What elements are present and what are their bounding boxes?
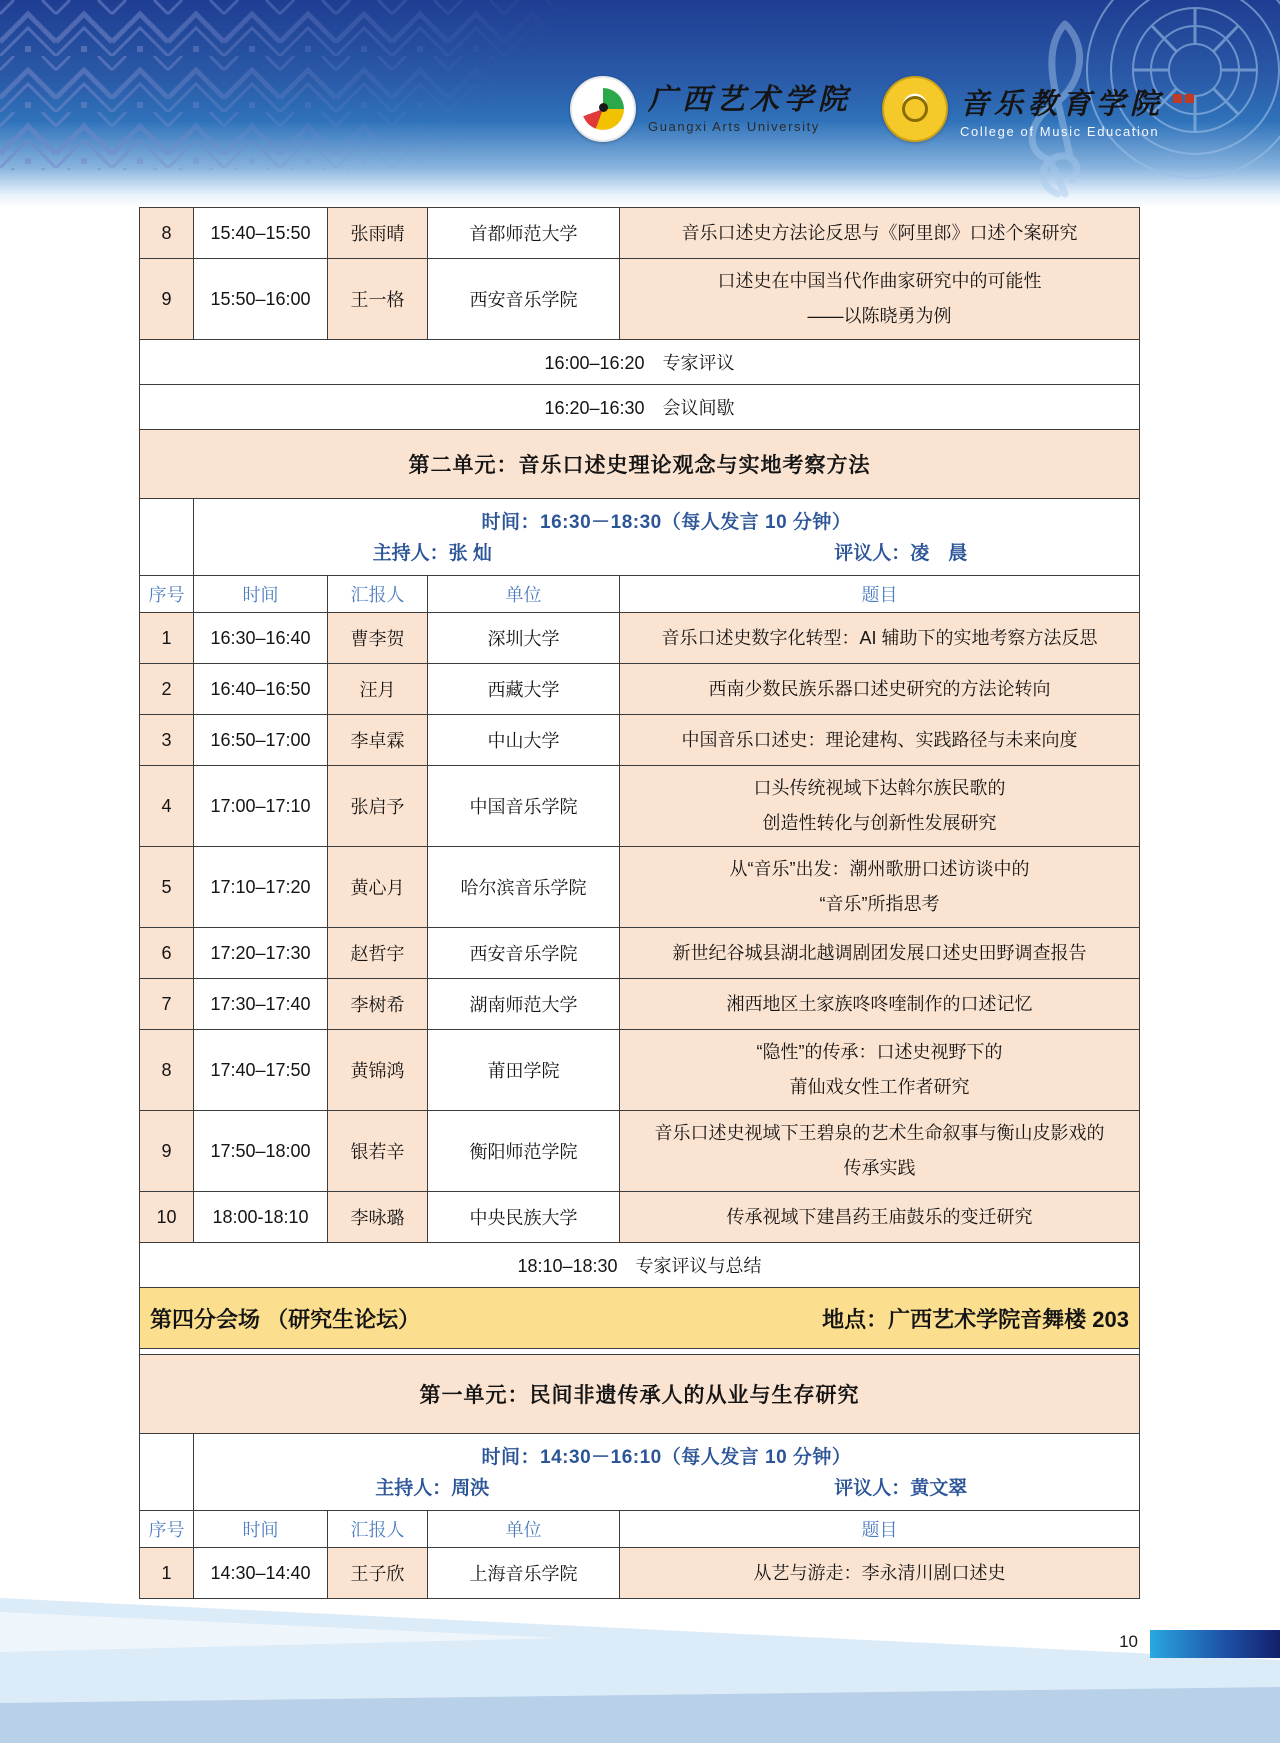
cell-no: 2 bbox=[140, 664, 194, 715]
cell-no: 8 bbox=[140, 1030, 194, 1111]
cell-title bbox=[620, 1192, 1140, 1243]
title-line: 音乐口述史数字化转型：AI 辅助下的实地考察方法反思 bbox=[661, 627, 1098, 648]
session-discussant: 评议人：黄文翠 bbox=[834, 1477, 968, 1499]
column-header-4: 题目 bbox=[620, 1511, 1140, 1548]
cell-expert-review-row: 16:00–16:20 专家评议 bbox=[140, 340, 1140, 385]
cell-affiliation: 西安音乐学院 bbox=[428, 928, 620, 979]
info-empty-cell bbox=[140, 499, 194, 576]
cell-no: 1 bbox=[140, 613, 194, 664]
schedule-area bbox=[139, 207, 1140, 1599]
cme-name-en: College of Music Education bbox=[960, 123, 1160, 139]
cell-time: 17:50–18:00 bbox=[194, 1111, 328, 1192]
title-line: 传承实践 bbox=[843, 1158, 916, 1178]
cell-title bbox=[620, 928, 1140, 979]
cell-no: 10 bbox=[140, 1192, 194, 1243]
column-header-row bbox=[140, 576, 1140, 613]
column-header-2: 汇报人 bbox=[328, 576, 428, 613]
cell-affiliation: 莆田学院 bbox=[428, 1030, 620, 1111]
cme-name-cn: 音乐教育学院 bbox=[960, 79, 1194, 120]
title-line: 湘西地区土家族咚咚喹制作的口述记忆 bbox=[726, 993, 1033, 1014]
expert-review-row bbox=[140, 340, 1140, 385]
cell-no: 7 bbox=[140, 979, 194, 1030]
column-header-1: 时间 bbox=[194, 1511, 328, 1548]
cell-affiliation: 西藏大学 bbox=[428, 664, 620, 715]
session-time: 时间：16:30－18:30（每人发言 10 分钟） bbox=[481, 511, 852, 533]
cell-title bbox=[620, 208, 1140, 259]
cell-title bbox=[620, 766, 1140, 847]
unit-title: 第二单元：音乐口述史理论观念与实地考察方法 bbox=[140, 430, 1140, 499]
cell-affiliation: 深圳大学 bbox=[428, 613, 620, 664]
cell-no: 5 bbox=[140, 847, 194, 928]
unit-header bbox=[140, 1355, 1140, 1434]
table-row bbox=[140, 928, 1140, 979]
cme-logo-group bbox=[882, 76, 1194, 142]
cell-title bbox=[620, 979, 1140, 1030]
cell-affiliation: 湖南师范大学 bbox=[428, 979, 620, 1030]
title-line: 从艺与游走：李永清川剧口述史 bbox=[753, 1562, 1006, 1583]
gxau-name-en: Guangxi Arts University bbox=[648, 118, 820, 134]
column-header-0: 序号 bbox=[140, 576, 194, 613]
cell-speaker: 王子欣 bbox=[328, 1548, 428, 1599]
table-row bbox=[140, 1548, 1140, 1599]
cell-no: 1 bbox=[140, 1548, 194, 1599]
cell-time: 17:30–17:40 bbox=[194, 979, 328, 1030]
table-row bbox=[140, 766, 1140, 847]
cell-time: 17:20–17:30 bbox=[194, 928, 328, 979]
title-line: 新世纪谷城县湖北越调剧团发展口述史田野调查报告 bbox=[672, 942, 1087, 963]
cell-no: 9 bbox=[140, 259, 194, 340]
table-row bbox=[140, 1111, 1140, 1192]
cell-no: 9 bbox=[140, 1111, 194, 1192]
cell-title bbox=[620, 259, 1140, 340]
title-line: 西南少数民族乐器口述史研究的方法论转向 bbox=[708, 678, 1051, 699]
title-line: “隐性”的传承：口述史视野下的 bbox=[756, 1042, 1003, 1062]
page-banner bbox=[0, 0, 1280, 208]
session-host: 主持人：周泱 bbox=[375, 1477, 490, 1499]
table-row bbox=[140, 847, 1140, 928]
red-seal-icon bbox=[1170, 79, 1194, 109]
guangxi-arts-university-logo-icon bbox=[570, 76, 636, 142]
gxau-name-cn: 广西艺术学院 bbox=[648, 83, 853, 116]
cell-time: 15:50–16:00 bbox=[194, 259, 328, 340]
cell-time: 17:00–17:10 bbox=[194, 766, 328, 847]
break-row bbox=[140, 385, 1140, 430]
cell-title bbox=[620, 1548, 1140, 1599]
cell-speaker: 赵哲宇 bbox=[328, 928, 428, 979]
cell-no: 3 bbox=[140, 715, 194, 766]
column-header-1: 时间 bbox=[194, 576, 328, 613]
cell-affiliation: 西安音乐学院 bbox=[428, 259, 620, 340]
cell-affiliation: 中山大学 bbox=[428, 715, 620, 766]
title-line: ——以陈晓勇为例 bbox=[807, 306, 952, 326]
cell-speaker: 张雨晴 bbox=[328, 208, 428, 259]
cell-speaker: 李咏璐 bbox=[328, 1192, 428, 1243]
cell-affiliation: 中央民族大学 bbox=[428, 1192, 620, 1243]
title-line: 传承视域下建昌药王庙鼓乐的变迁研究 bbox=[726, 1206, 1033, 1227]
unit-title: 第一单元：民间非遗传承人的从业与生存研究 bbox=[140, 1355, 1140, 1434]
table-row bbox=[140, 979, 1140, 1030]
cell-speaker: 王一格 bbox=[328, 259, 428, 340]
title-line: 莆仙戏女性工作者研究 bbox=[789, 1077, 970, 1097]
cell-speaker: 黄锦鸿 bbox=[328, 1030, 428, 1111]
cell-speaker: 张启予 bbox=[328, 766, 428, 847]
session-discussant: 评议人：凌 晨 bbox=[834, 542, 968, 564]
cell-break-row: 16:20–16:30 会议间歇 bbox=[140, 385, 1140, 430]
column-header-3: 单位 bbox=[428, 576, 620, 613]
college-of-music-education-logo-icon bbox=[882, 76, 948, 142]
table-row bbox=[140, 715, 1140, 766]
page-number-bar bbox=[1150, 1630, 1280, 1658]
info-empty-cell bbox=[140, 1434, 194, 1511]
session-info bbox=[140, 499, 1140, 576]
cell-title bbox=[620, 664, 1140, 715]
cell-time: 17:40–17:50 bbox=[194, 1030, 328, 1111]
cell-speaker: 李卓霖 bbox=[328, 715, 428, 766]
session-host: 主持人：张 灿 bbox=[372, 542, 492, 564]
title-line: 音乐口述史视域下王碧泉的艺术生命叙事与衡山皮影戏的 bbox=[654, 1123, 1105, 1143]
column-header-row bbox=[140, 1511, 1140, 1548]
info-cell bbox=[194, 499, 1140, 576]
cell-time: 16:50–17:00 bbox=[194, 715, 328, 766]
cell-affiliation: 首都师范大学 bbox=[428, 208, 620, 259]
header-logos bbox=[570, 76, 1194, 142]
title-line: 从“音乐”出发：潮州歌册口述访谈中的 bbox=[729, 859, 1030, 879]
info-cell bbox=[194, 1434, 1140, 1511]
cell-affiliation: 上海音乐学院 bbox=[428, 1548, 620, 1599]
unit-header bbox=[140, 430, 1140, 499]
column-header-0: 序号 bbox=[140, 1511, 194, 1548]
title-line: 创造性转化与创新性发展研究 bbox=[762, 813, 997, 833]
cell-time: 18:00-18:10 bbox=[194, 1192, 328, 1243]
table-row bbox=[140, 664, 1140, 715]
session-cell bbox=[140, 1288, 1140, 1349]
table-row bbox=[140, 1192, 1140, 1243]
zigzag-brocade-pattern bbox=[0, 0, 640, 170]
cell-speaker: 银若辛 bbox=[328, 1111, 428, 1192]
cell-time: 14:30–14:40 bbox=[194, 1548, 328, 1599]
cell-title bbox=[620, 1111, 1140, 1192]
cell-speaker: 李树希 bbox=[328, 979, 428, 1030]
session-location: 地点：广西艺术学院音舞楼 203 bbox=[822, 1306, 1129, 1332]
cell-affiliation: 哈尔滨音乐学院 bbox=[428, 847, 620, 928]
cell-affiliation: 中国音乐学院 bbox=[428, 766, 620, 847]
cell-title bbox=[620, 613, 1140, 664]
table-row bbox=[140, 259, 1140, 340]
column-header-4: 题目 bbox=[620, 576, 1140, 613]
cell-speaker: 汪月 bbox=[328, 664, 428, 715]
cell-no: 8 bbox=[140, 208, 194, 259]
column-header-3: 单位 bbox=[428, 1511, 620, 1548]
title-line: 中国音乐口述史：理论建构、实践路径与未来向度 bbox=[681, 729, 1078, 750]
cell-title bbox=[620, 1030, 1140, 1111]
column-header-2: 汇报人 bbox=[328, 1511, 428, 1548]
cell-title bbox=[620, 715, 1140, 766]
cell-no: 4 bbox=[140, 766, 194, 847]
cell-time: 16:40–16:50 bbox=[194, 664, 328, 715]
title-line: 口头传统视域下达斡尔族民歌的 bbox=[753, 778, 1006, 798]
gxau-logo-group bbox=[570, 76, 852, 142]
cell-time: 17:10–17:20 bbox=[194, 847, 328, 928]
cell-time: 15:40–15:50 bbox=[194, 208, 328, 259]
session-info bbox=[140, 1434, 1140, 1511]
page-number: 10 bbox=[1119, 1632, 1138, 1651]
title-line: “音乐”所指思考 bbox=[819, 894, 940, 914]
table-row bbox=[140, 1030, 1140, 1111]
cell-review-summary-row: 18:10–18:30 专家评议与总结 bbox=[140, 1243, 1140, 1288]
title-line: 口述史在中国当代作曲家研究中的可能性 bbox=[717, 271, 1042, 291]
cell-title bbox=[620, 847, 1140, 928]
cell-affiliation: 衡阳师范学院 bbox=[428, 1111, 620, 1192]
session-title: 第四分会场 （研究生论坛） bbox=[150, 1306, 421, 1332]
table-row bbox=[140, 613, 1140, 664]
table-row bbox=[140, 208, 1140, 259]
review-summary-row bbox=[140, 1243, 1140, 1288]
session-band bbox=[140, 1288, 1140, 1349]
title-line: 音乐口述史方法论反思与《阿里郎》口述个案研究 bbox=[681, 222, 1078, 243]
cell-time: 16:30–16:40 bbox=[194, 613, 328, 664]
cell-speaker: 黄心月 bbox=[328, 847, 428, 928]
conference-schedule-table bbox=[139, 207, 1140, 1599]
cell-speaker: 曹李贺 bbox=[328, 613, 428, 664]
cell-no: 6 bbox=[140, 928, 194, 979]
session-time: 时间：14:30－16:10（每人发言 10 分钟） bbox=[481, 1446, 852, 1468]
